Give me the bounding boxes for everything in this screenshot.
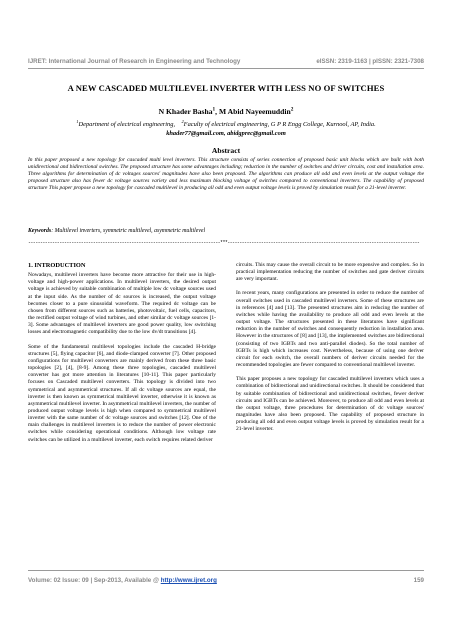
intro-paragraph-3: circuits. This may cause the overall circuit to be more expensive and complex. So in practical implementation reducing the number of switches and gate deriver circuits are very important.	[236, 262, 424, 283]
left-column	[28, 262, 216, 451]
intro-heading: 1. INTRODUCTION	[28, 262, 86, 269]
section-divider: --------------------------------------------------------------------------------***--------------------------------------------------------------------------------	[28, 240, 420, 246]
author-line	[0, 107, 452, 116]
keywords-label: Keywords	[28, 228, 52, 234]
affil-sup-1: 1	[76, 118, 79, 124]
author-1-sup: 1	[212, 106, 216, 113]
affil-sup-2: 2	[181, 118, 184, 124]
affil-2: Faculty of electrical engineering, G P R Engg College, Kurnool, AP, India.	[183, 121, 376, 128]
author-2-sup: 2	[290, 106, 294, 113]
running-header	[28, 58, 424, 65]
intro-paragraph-5: This paper proposes a new topology for cascaded multilevel inverters which uses a combination of bidirectional and unidirectional switches. It should be considered that by suitable combination of bidirectional and unidirectional switches, fewer deriver circuits and IGBTs can be achieved. Moreover, to produce all odd and even levels at the output voltage, three procedures for determination of dc voltage sources' magnitudes have also been proposed. The capability of proposed structure in producing all odd and even output voltage levels is proved by simulation result for a 21-level inverter.	[236, 376, 424, 433]
author-2: M Abid Nayeemuddin	[218, 107, 291, 116]
header-rule	[28, 68, 424, 69]
affil-1: Department of electrical engineering,	[78, 121, 176, 128]
footer-volume-text: Volume: 02 Issue: 09 | Sep-2013, Available @	[28, 577, 161, 584]
author-emails: khader77@gmail.com, abidgprec@gmail.com	[166, 130, 286, 137]
keywords-text: : Multilevel inverters, symmetric multilevel, asymmetric multilevel	[51, 228, 206, 234]
author-1: N Khader Basha	[158, 107, 213, 116]
footer-volume	[28, 577, 217, 584]
abstract-text: In this paper proposed a new topology for cascaded multi level inverters. This structure consists of series connection of proposed basic unit blocks which are built with both unidirectional and bidirectional switches. The proposed structure has some advantages including; reduction in the number of switches and driver circuits, cost and installation area. Three algorithms for determination of dc voltages sources' magnitudes have also been proposed. The algorithms can produce all odd and even levels at the output voltage the proposed structure also has fewer dc voltage sources variety and less maximum blocking voltage of switches compared to conventional inverters. The capability of proposed structure This paper propose a new topology for cascaded multilevel in producing all odd and even output voltage levels is proved by simulation result for a 21-level inverter.	[28, 157, 424, 192]
footer-url-link[interactable]: http://www.ijret.org	[160, 577, 217, 584]
right-column	[236, 262, 424, 440]
issn: eISSN: 2319-1163 | pISSN: 2321-7308	[316, 58, 424, 65]
page-number: 159	[413, 577, 424, 584]
footer-rule	[28, 570, 424, 571]
author-sep: ,	[215, 107, 219, 116]
journal-name: IJRET: International Journal of Research in Engineering and Technology	[28, 58, 241, 65]
abstract-heading: Abstract	[211, 146, 241, 155]
running-footer	[28, 577, 424, 584]
affiliation	[20, 118, 432, 128]
intro-paragraph-2: Some of the fundamental multilevel topologies include the cascaded H-bridge structures [5], flying capacitor [6], and diode-clamped converter [7]. Other proposed configurations for multilevel converters are mainly derived from these three basic topologies [2], [4], [8-9]. Among these three topologies, cascaded multilevel converter has got more attention in literatures [10-11]. This paper particularly focuses on Cascaded multilevel converters. This topology is divided into two symmetrical and asymmetrical structures. If all dc voltage sources are equal, the inverter is then known as symmetrical multilevel inverter, otherwise it is known as asymmetrical multilevel inverter. In asymmetrical multilevel inverters, the number of produced output voltage levels is high when compared to symmetrical multilevel inverter with the same number of dc voltage sources and switches [12]. One of the main challenges in multilevel inverters is to reduce the number of power electronic switches while considering operational conditions. Although low voltage rate switches can be utilized in a multilevel inverter, each switch requires related deriver	[28, 343, 216, 443]
paper-title: A NEW CASCADED MULTILEVEL INVERTER WITH LESS NO OF SWITCHES	[67, 83, 385, 93]
intro-paragraph-4: In recent years, many configurations are presented in order to reduce the number of overall switches used in cascaded multilevel inverters. Some of these structures are in references [4] and [13]. The presented structures aim in reducing the number of switches while having the availability to produce all odd and even levels at the output voltage. The structures presented in these literatures have significant reduction in the number of switches and consequently reduction in installation area. However in the structures of [8] and [13], the implemented switches are bidirectional (consisting of two IGBTs and two anti-parallel diodes). So the total number of IGBTs is high which increases cost. Nevertheless, because of using one deriver circuit for each switch, the overall numbers of deriver circuits needed for the recommended topologies are fewer compared to conventional multilevel inverter.	[236, 290, 424, 369]
keywords	[28, 228, 424, 234]
intro-paragraph-1: Nowadays, multilevel inverters have become more attractive for their use in high-voltage and high-power applications. In multilevel inverters, the desired output voltage is achieved by suitable combination of multiple low dc voltage sources used at the input side. As the number of dc sources is increased, the output voltage becomes closer to a pure sinusoidal waveform. The required dc voltage can be chosen from different sources such as batteries, photovoltaic, fuel cells, capacitors, the rectified output voltage of wind turbines, and other similar dc voltage sources [1-3]. Some advantages of multilevel inverters are good power quality, low switching losses and electromagnetic compatibility due to the low dv/dt transitions [4].	[28, 272, 216, 336]
